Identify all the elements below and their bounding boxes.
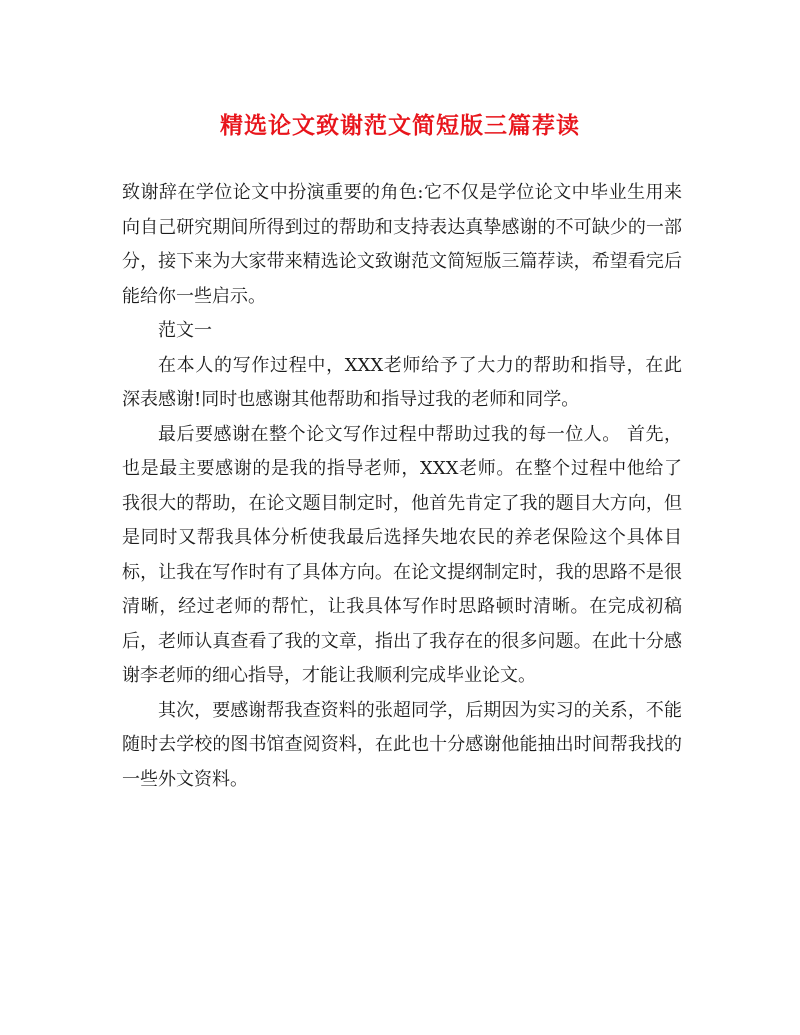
document-title: 精选论文致谢范文简短版三篇荐读 — [220, 112, 580, 139]
section-heading: 范文一 — [158, 320, 212, 341]
intro-paragraph: 致谢辞在学位论文中扮演重要的角色:它不仅是学位论文中毕业生用来向自己研究期间所得到过的帮助和支持表达真挚感谢的不可缺少的一部分，接下来为大家带来精选论文致谢范文简短版三篇荐读，希望看完后能给你一些启示。 — [122, 182, 682, 307]
body-paragraph: 其次，要感谢帮我查资料的张超同学，后期因为实习的关系，不能随时去学校的图书馆查阅资料，在此也十分感谢他能抽出时间帮我找的一些外文资料。 — [122, 699, 682, 790]
document-body — [122, 176, 682, 797]
body-paragraph: 在本人的写作过程中，XXX老师给予了大力的帮助和指导，在此深表感谢!同时也感谢其他帮助和指导过我的老师和同学。 — [122, 354, 682, 410]
body-paragraph: 最后要感谢在整个论文写作过程中帮助过我的每一位人。 首先，也是最主要感谢的是我的指导老师，XXX老师。在整个过程中他给了我很大的帮助，在论文题目制定时，他首先肯定了我的题目大方向，但是同时又帮我具体分析使我最后选择失地农民的养老保险这个具体目标，让我在写作时有了具体方向。在论文提纲制定时，我的思路不是很清晰，经过老师的帮忙，让我具体写作时思路顿时清晰。在完成初稿后，老师认真查看了我的文章，指出了我存在的很多问题。在此十分感谢李老师的细心指导，才能让我顺利完成毕业论文。 — [122, 423, 682, 686]
